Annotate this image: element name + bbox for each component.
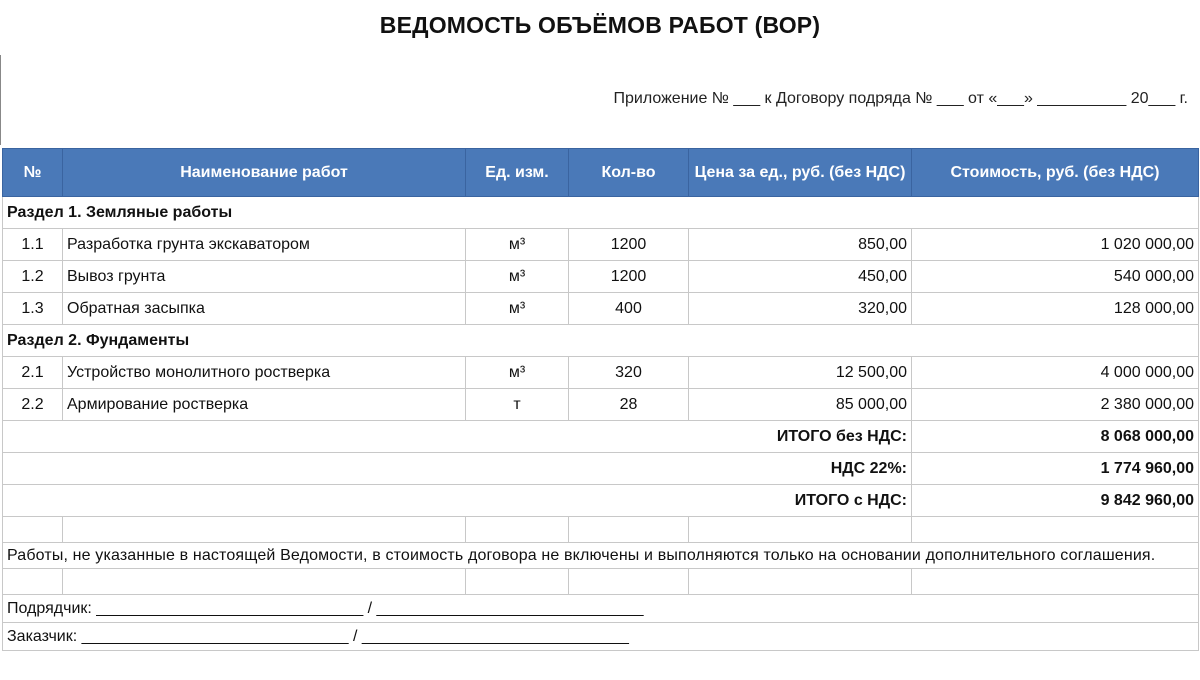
table-row [3, 293, 1199, 325]
table-row [3, 357, 1199, 389]
header-price[interactable]: Цена за ед., руб. (без НДС) [689, 149, 912, 197]
cell-qty[interactable]: 1200 [569, 261, 689, 293]
grand-total-label[interactable]: ИТОГО с НДС: [3, 485, 912, 517]
cell-unit[interactable]: т [466, 389, 569, 421]
grand-total-value[interactable]: 9 842 960,00 [912, 485, 1199, 517]
empty-cell[interactable] [3, 569, 63, 595]
cell-cost[interactable]: 128 000,00 [912, 293, 1199, 325]
works-table [2, 148, 1199, 651]
table-row [3, 261, 1199, 293]
empty-cell[interactable] [689, 569, 912, 595]
vat-row [3, 453, 1199, 485]
signature-row [3, 595, 1199, 623]
header-row [3, 149, 1199, 197]
note-row [3, 543, 1199, 569]
cell-qty[interactable]: 28 [569, 389, 689, 421]
cell-name[interactable]: Вывоз грунта [63, 261, 466, 293]
table-row [3, 229, 1199, 261]
cell-unit[interactable]: м³ [466, 293, 569, 325]
column-edge [0, 55, 1, 145]
cell-unit[interactable]: м³ [466, 229, 569, 261]
empty-cell[interactable] [569, 517, 689, 543]
customer-signature[interactable]: Заказчик: ______________________________ / ______________________________ [3, 623, 1199, 651]
total-label[interactable]: ИТОГО без НДС: [3, 421, 912, 453]
empty-cell[interactable] [689, 517, 912, 543]
section-title[interactable]: Раздел 2. Фундаменты [3, 325, 1199, 357]
cell-price[interactable]: 320,00 [689, 293, 912, 325]
empty-cell[interactable] [912, 517, 1199, 543]
cell-cost[interactable]: 540 000,00 [912, 261, 1199, 293]
cell-num[interactable]: 2.1 [3, 357, 63, 389]
cell-price[interactable]: 85 000,00 [689, 389, 912, 421]
empty-cell[interactable] [912, 569, 1199, 595]
cell-num[interactable]: 1.1 [3, 229, 63, 261]
cell-unit[interactable]: м³ [466, 261, 569, 293]
empty-cell[interactable] [466, 517, 569, 543]
cell-num[interactable]: 1.3 [3, 293, 63, 325]
cell-unit[interactable]: м³ [466, 357, 569, 389]
empty-row [3, 517, 1199, 543]
appendix-line[interactable]: Приложение № ___ к Договору подряда № ___ от «___» __________ 20___ г. [613, 90, 1188, 107]
cell-name[interactable]: Обратная засыпка [63, 293, 466, 325]
empty-cell[interactable] [3, 517, 63, 543]
grand-total-row [3, 485, 1199, 517]
cell-cost[interactable]: 2 380 000,00 [912, 389, 1199, 421]
contractor-signature[interactable]: Подрядчик: ______________________________ / ______________________________ [3, 595, 1199, 623]
cell-name[interactable]: Устройство монолитного ростверка [63, 357, 466, 389]
cell-name[interactable]: Разработка грунта экскаватором [63, 229, 466, 261]
section-row [3, 325, 1199, 357]
total-value[interactable]: 8 068 000,00 [912, 421, 1199, 453]
header-cost[interactable]: Стоимость, руб. (без НДС) [912, 149, 1199, 197]
empty-cell[interactable] [63, 517, 466, 543]
section-title[interactable]: Раздел 1. Земляные работы [3, 197, 1199, 229]
section-row [3, 197, 1199, 229]
document-title[interactable]: ВЕДОМОСТЬ ОБЪЁМОВ РАБОТ (ВОР) [379, 12, 821, 38]
cell-price[interactable]: 850,00 [689, 229, 912, 261]
cell-num[interactable]: 1.2 [3, 261, 63, 293]
cell-qty[interactable]: 1200 [569, 229, 689, 261]
cell-cost[interactable]: 4 000 000,00 [912, 357, 1199, 389]
header-name[interactable]: Наименование работ [63, 149, 466, 197]
note-text[interactable]: Работы, не указанные в настоящей Ведомости, в стоимость договора не включены и выполняются только на основании дополнительного соглашения. [3, 543, 1199, 569]
empty-cell[interactable] [569, 569, 689, 595]
header-num[interactable]: № [3, 149, 63, 197]
cell-cost[interactable]: 1 020 000,00 [912, 229, 1199, 261]
cell-qty[interactable]: 320 [569, 357, 689, 389]
cell-name[interactable]: Армирование ростверка [63, 389, 466, 421]
table-row [3, 389, 1199, 421]
empty-cell[interactable] [63, 569, 466, 595]
signature-row [3, 623, 1199, 651]
header-qty[interactable]: Кол-во [569, 149, 689, 197]
header-unit[interactable]: Ед. изм. [466, 149, 569, 197]
cell-qty[interactable]: 400 [569, 293, 689, 325]
empty-cell[interactable] [466, 569, 569, 595]
vat-label[interactable]: НДС 22%: [3, 453, 912, 485]
cell-price[interactable]: 450,00 [689, 261, 912, 293]
empty-row [3, 569, 1199, 595]
cell-price[interactable]: 12 500,00 [689, 357, 912, 389]
vat-value[interactable]: 1 774 960,00 [912, 453, 1199, 485]
total-row [3, 421, 1199, 453]
cell-num[interactable]: 2.2 [3, 389, 63, 421]
